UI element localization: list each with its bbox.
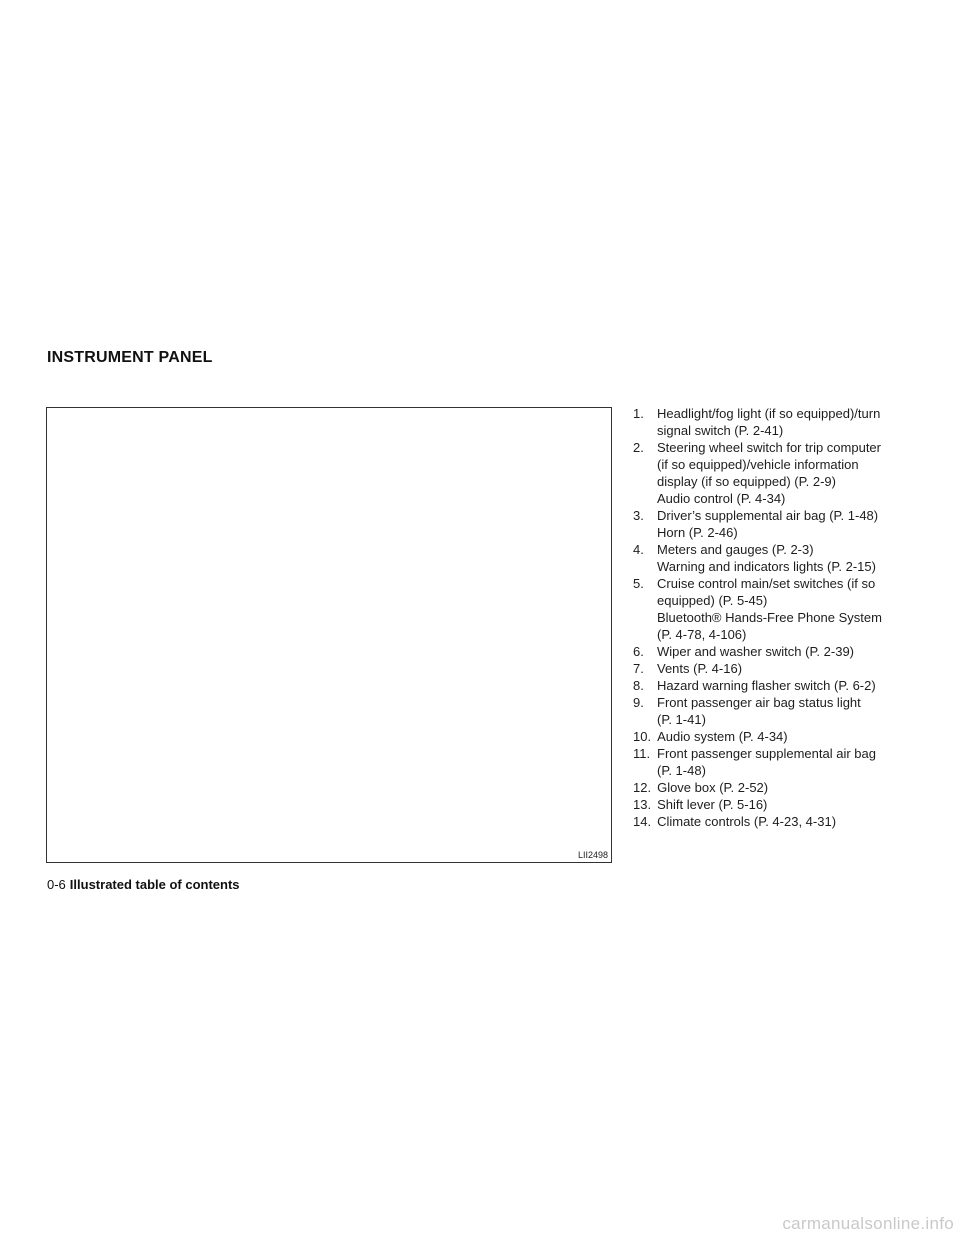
item-text-line: display (if so equipped) (P. 2-9) [657,474,836,489]
item-text-line: signal switch (P. 2-41) [657,423,784,438]
item-text [657,728,933,745]
item-text [657,660,933,677]
list-item [633,728,933,745]
item-text-line: Wiper and washer switch (P. 2-39) [657,644,855,659]
list-item [633,694,933,728]
list-item [633,660,933,677]
figure-code: LII2498 [577,850,608,860]
item-text-line: Driver’s supplemental air bag (P. 1-48) [657,508,879,523]
item-text-line: Cruise control main/set switches (if so [657,576,876,591]
list-item [633,745,933,779]
item-text-line: (if so equipped)/vehicle information [657,457,859,472]
item-number: 2. [633,440,644,455]
item-text-line: equipped) (P. 5-45) [657,593,768,608]
list-item [633,677,933,694]
item-text-line: Audio system (P. 4-34) [657,729,788,744]
item-text [657,507,933,541]
item-text-line: Audio control (P. 4-34) [657,491,786,506]
item-number: 11. [633,746,651,761]
item-text [657,575,933,643]
item-text [657,694,933,728]
item-text [657,813,933,830]
item-number: 7. [633,661,644,676]
item-text-line: Glove box (P. 2-52) [657,780,769,795]
item-text [657,796,933,813]
item-text-line: Warning and indicators lights (P. 2-15) [657,559,876,574]
item-text [657,779,933,796]
list-item [633,813,933,830]
list-item [633,439,933,507]
list-item [633,405,933,439]
item-number: 5. [633,576,644,591]
item-number: 3. [633,508,644,523]
item-text [657,643,933,660]
item-number: 14. [633,814,652,829]
page-footer [47,877,240,892]
item-text [657,405,933,439]
item-text [657,677,933,694]
item-text-line: Shift lever (P. 5-16) [657,797,768,812]
item-text-line: Front passenger supplemental air bag [657,746,876,761]
item-text-line: Climate controls (P. 4-23, 4-31) [657,814,837,829]
section-title: INSTRUMENT PANEL [47,349,213,366]
item-text-line: Horn (P. 2-46) [657,525,738,540]
item-text-line: (P. 4-78, 4-106) [657,627,747,642]
item-number: 10. [633,729,652,744]
list-item [633,507,933,541]
item-text [657,745,933,779]
item-number: 6. [633,644,644,659]
item-number: 4. [633,542,644,557]
list-item [633,643,933,660]
item-number: 13. [633,797,652,812]
list-item [633,541,933,575]
instrument-panel-figure [46,407,612,863]
item-text [657,439,933,507]
list-item [633,575,933,643]
watermark: carmanualsonline.info [782,1214,954,1233]
item-text-line: Vents (P. 4-16) [657,661,743,676]
item-text-line: Meters and gauges (P. 2-3) [657,542,814,557]
item-number: 1. [633,406,644,421]
item-number: 12. [633,780,652,795]
item-text-line: (P. 1-48) [657,763,706,778]
item-number: 8. [633,678,644,693]
item-text-line: Bluetooth® Hands-Free Phone System [657,610,882,625]
instrument-panel-item-list [633,405,933,830]
chapter-title: Illustrated table of contents [69,877,240,892]
item-text [657,541,933,575]
item-text-line: Front passenger air bag status light [657,695,861,710]
item-number: 9. [633,695,644,710]
list-item [633,796,933,813]
list-item [633,779,933,796]
item-text-line: Hazard warning flasher switch (P. 6-2) [657,678,876,693]
page-number: 0-6 [47,877,66,892]
item-text-line: (P. 1-41) [657,712,706,727]
item-text-line: Steering wheel switch for trip computer [657,440,881,455]
item-text-line: Headlight/fog light (if so equipped)/turn [657,406,881,421]
